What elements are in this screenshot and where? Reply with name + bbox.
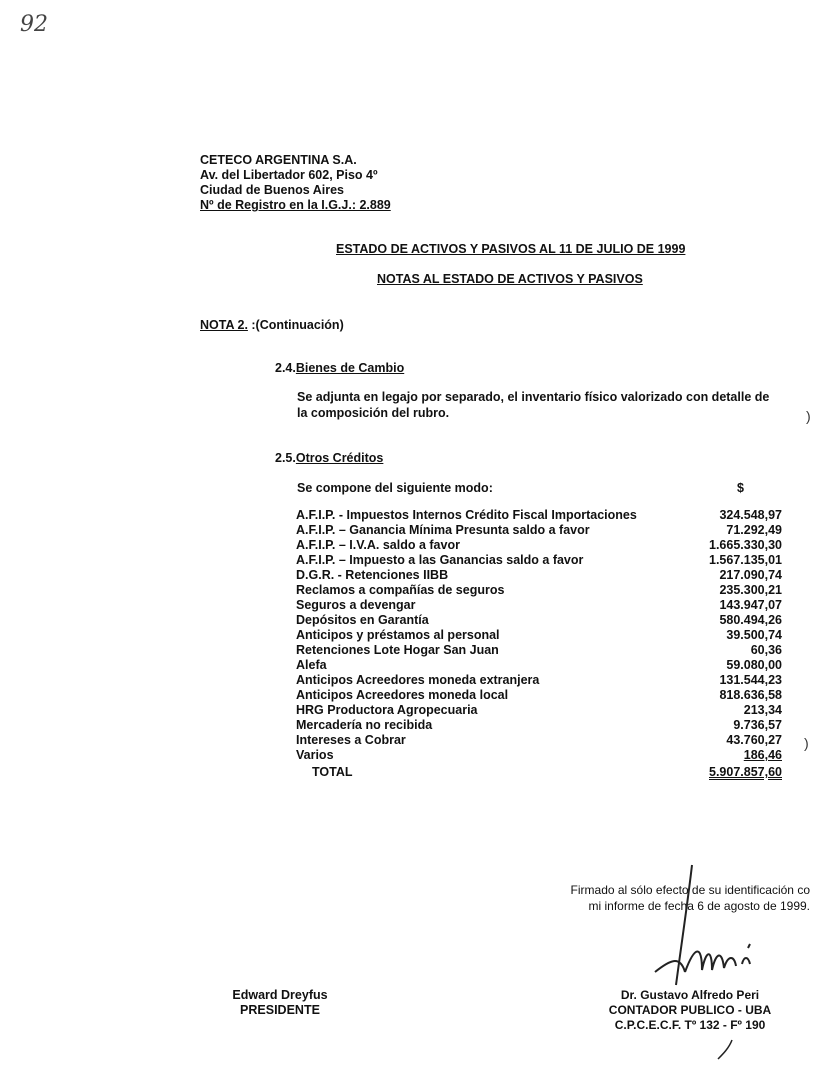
section-2-5-title: Otros Créditos [295, 451, 384, 465]
row-amount: 186,46 [743, 748, 782, 762]
scan-mark: ) [806, 408, 811, 424]
page-number: 92 [20, 12, 48, 37]
table-row [296, 718, 782, 733]
section-2-4-heading [275, 361, 404, 375]
row-amount: 580.494,26 [719, 613, 782, 627]
certification-line-2: mi informe de fecha 6 de agosto de 1999. [588, 899, 810, 913]
table-row [296, 598, 782, 613]
row-amount: 43.760,27 [726, 733, 782, 747]
row-label: Anticipos Acreedores moneda extranjera [296, 673, 540, 687]
table-row [296, 538, 782, 553]
table-row [296, 748, 782, 763]
note-label: NOTA 2. [200, 318, 248, 332]
company-name: CETECO ARGENTINA S.A. [200, 153, 357, 167]
table-row [296, 658, 782, 673]
row-amount: 213,34 [743, 703, 782, 717]
signatory-right-name: Dr. Gustavo Alfredo Peri [620, 988, 760, 1002]
row-amount: 143.947,07 [719, 598, 782, 612]
row-label: Varios [296, 748, 334, 762]
row-label: Retenciones Lote Hogar San Juan [296, 643, 499, 657]
signatory-right-title: CONTADOR PUBLICO - UBA [608, 1003, 772, 1017]
note-suffix: :(Continuación) [247, 318, 344, 332]
table-row [296, 673, 782, 688]
table-row [296, 643, 782, 658]
company-city: Ciudad de Buenos Aires [200, 183, 345, 197]
row-amount: 60,36 [750, 643, 782, 657]
row-label: A.F.I.P. – Impuesto a las Ganancias saldo a favor [296, 553, 584, 567]
row-amount: 131.544,23 [719, 673, 782, 687]
total-label: TOTAL [312, 765, 353, 779]
row-label: A.F.I.P. – Ganancia Mínima Presunta saldo a favor [296, 523, 590, 537]
total-amount: 5.907.857,60 [709, 765, 782, 779]
row-label: Seguros a devengar [296, 598, 416, 612]
row-amount: 235.300,21 [719, 583, 782, 597]
row-label: Anticipos Acreedores moneda local [296, 688, 509, 702]
document-subtitle: NOTAS AL ESTADO DE ACTIVOS Y PASIVOS [377, 272, 643, 286]
company-registry: Nº de Registro en la I.G.J.: 2.889 [200, 198, 391, 212]
row-label: D.G.R. - Retenciones IIBB [296, 568, 449, 582]
row-label: HRG Productora Agropecuaria [296, 703, 478, 717]
signatory-right [595, 988, 785, 1033]
signatory-left [220, 988, 340, 1018]
table-row [296, 508, 782, 523]
row-amount: 9.736,57 [733, 718, 782, 732]
row-amount: 818.636,58 [719, 688, 782, 702]
table-row [296, 613, 782, 628]
note-heading [200, 318, 344, 332]
table-row [296, 523, 782, 538]
scan-mark: ) [804, 735, 809, 751]
row-amount: 71.292,49 [726, 523, 782, 537]
table-row [296, 553, 782, 568]
section-2-5-heading [275, 451, 383, 465]
row-label: Reclamos a compañías de seguros [296, 583, 505, 597]
row-label: Anticipos y préstamos al personal [296, 628, 500, 642]
signatory-left-role: PRESIDENTE [240, 1003, 320, 1017]
row-amount: 217.090,74 [719, 568, 782, 582]
section-2-4-title: Bienes de Cambio [295, 361, 405, 375]
row-label: Depósitos en Garantía [296, 613, 429, 627]
row-amount: 39.500,74 [726, 628, 782, 642]
row-label: A.F.I.P. - Impuestos Internos Crédito Fiscal Importaciones [296, 508, 637, 522]
credits-table [296, 508, 782, 763]
row-label: A.F.I.P. – I.V.A. saldo a favor [296, 538, 460, 552]
row-amount: 324.548,97 [719, 508, 782, 522]
section-2-4-number: 2.4. [275, 361, 296, 375]
company-header [200, 153, 391, 213]
row-label: Alefa [296, 658, 327, 672]
company-address: Av. del Libertador 602, Piso 4º [200, 168, 378, 182]
document-title: ESTADO DE ACTIVOS Y PASIVOS AL 11 DE JULIO DE 1999 [336, 242, 686, 256]
table-row [296, 568, 782, 583]
row-label: Mercadería no recibida [296, 718, 433, 732]
section-2-4-text: Se adjunta en legajo por separado, el inventario físico valorizado con detalle de la composición del rubro. [297, 390, 770, 420]
section-2-5-intro: Se compone del siguiente modo: [297, 481, 493, 495]
table-row [296, 628, 782, 643]
row-label: Intereses a Cobrar [296, 733, 406, 747]
table-row [296, 733, 782, 748]
table-row [296, 583, 782, 598]
section-2-5-number: 2.5. [275, 451, 296, 465]
row-amount: 1.567.135,01 [709, 553, 782, 567]
row-amount: 59.080,00 [726, 658, 782, 672]
signature-mark [640, 860, 780, 990]
table-row [296, 703, 782, 718]
currency-symbol: $ [737, 481, 744, 495]
certification-line-1: Firmado al sólo efecto de su identificación co [570, 883, 810, 897]
signatory-left-name: Edward Dreyfus [232, 988, 328, 1002]
signatory-right-registration: C.P.C.E.C.F. Tº 132 - Fº 190 [614, 1018, 766, 1032]
row-amount: 1.665.330,30 [709, 538, 782, 552]
table-row [296, 688, 782, 703]
signature-stroke [715, 1038, 735, 1062]
